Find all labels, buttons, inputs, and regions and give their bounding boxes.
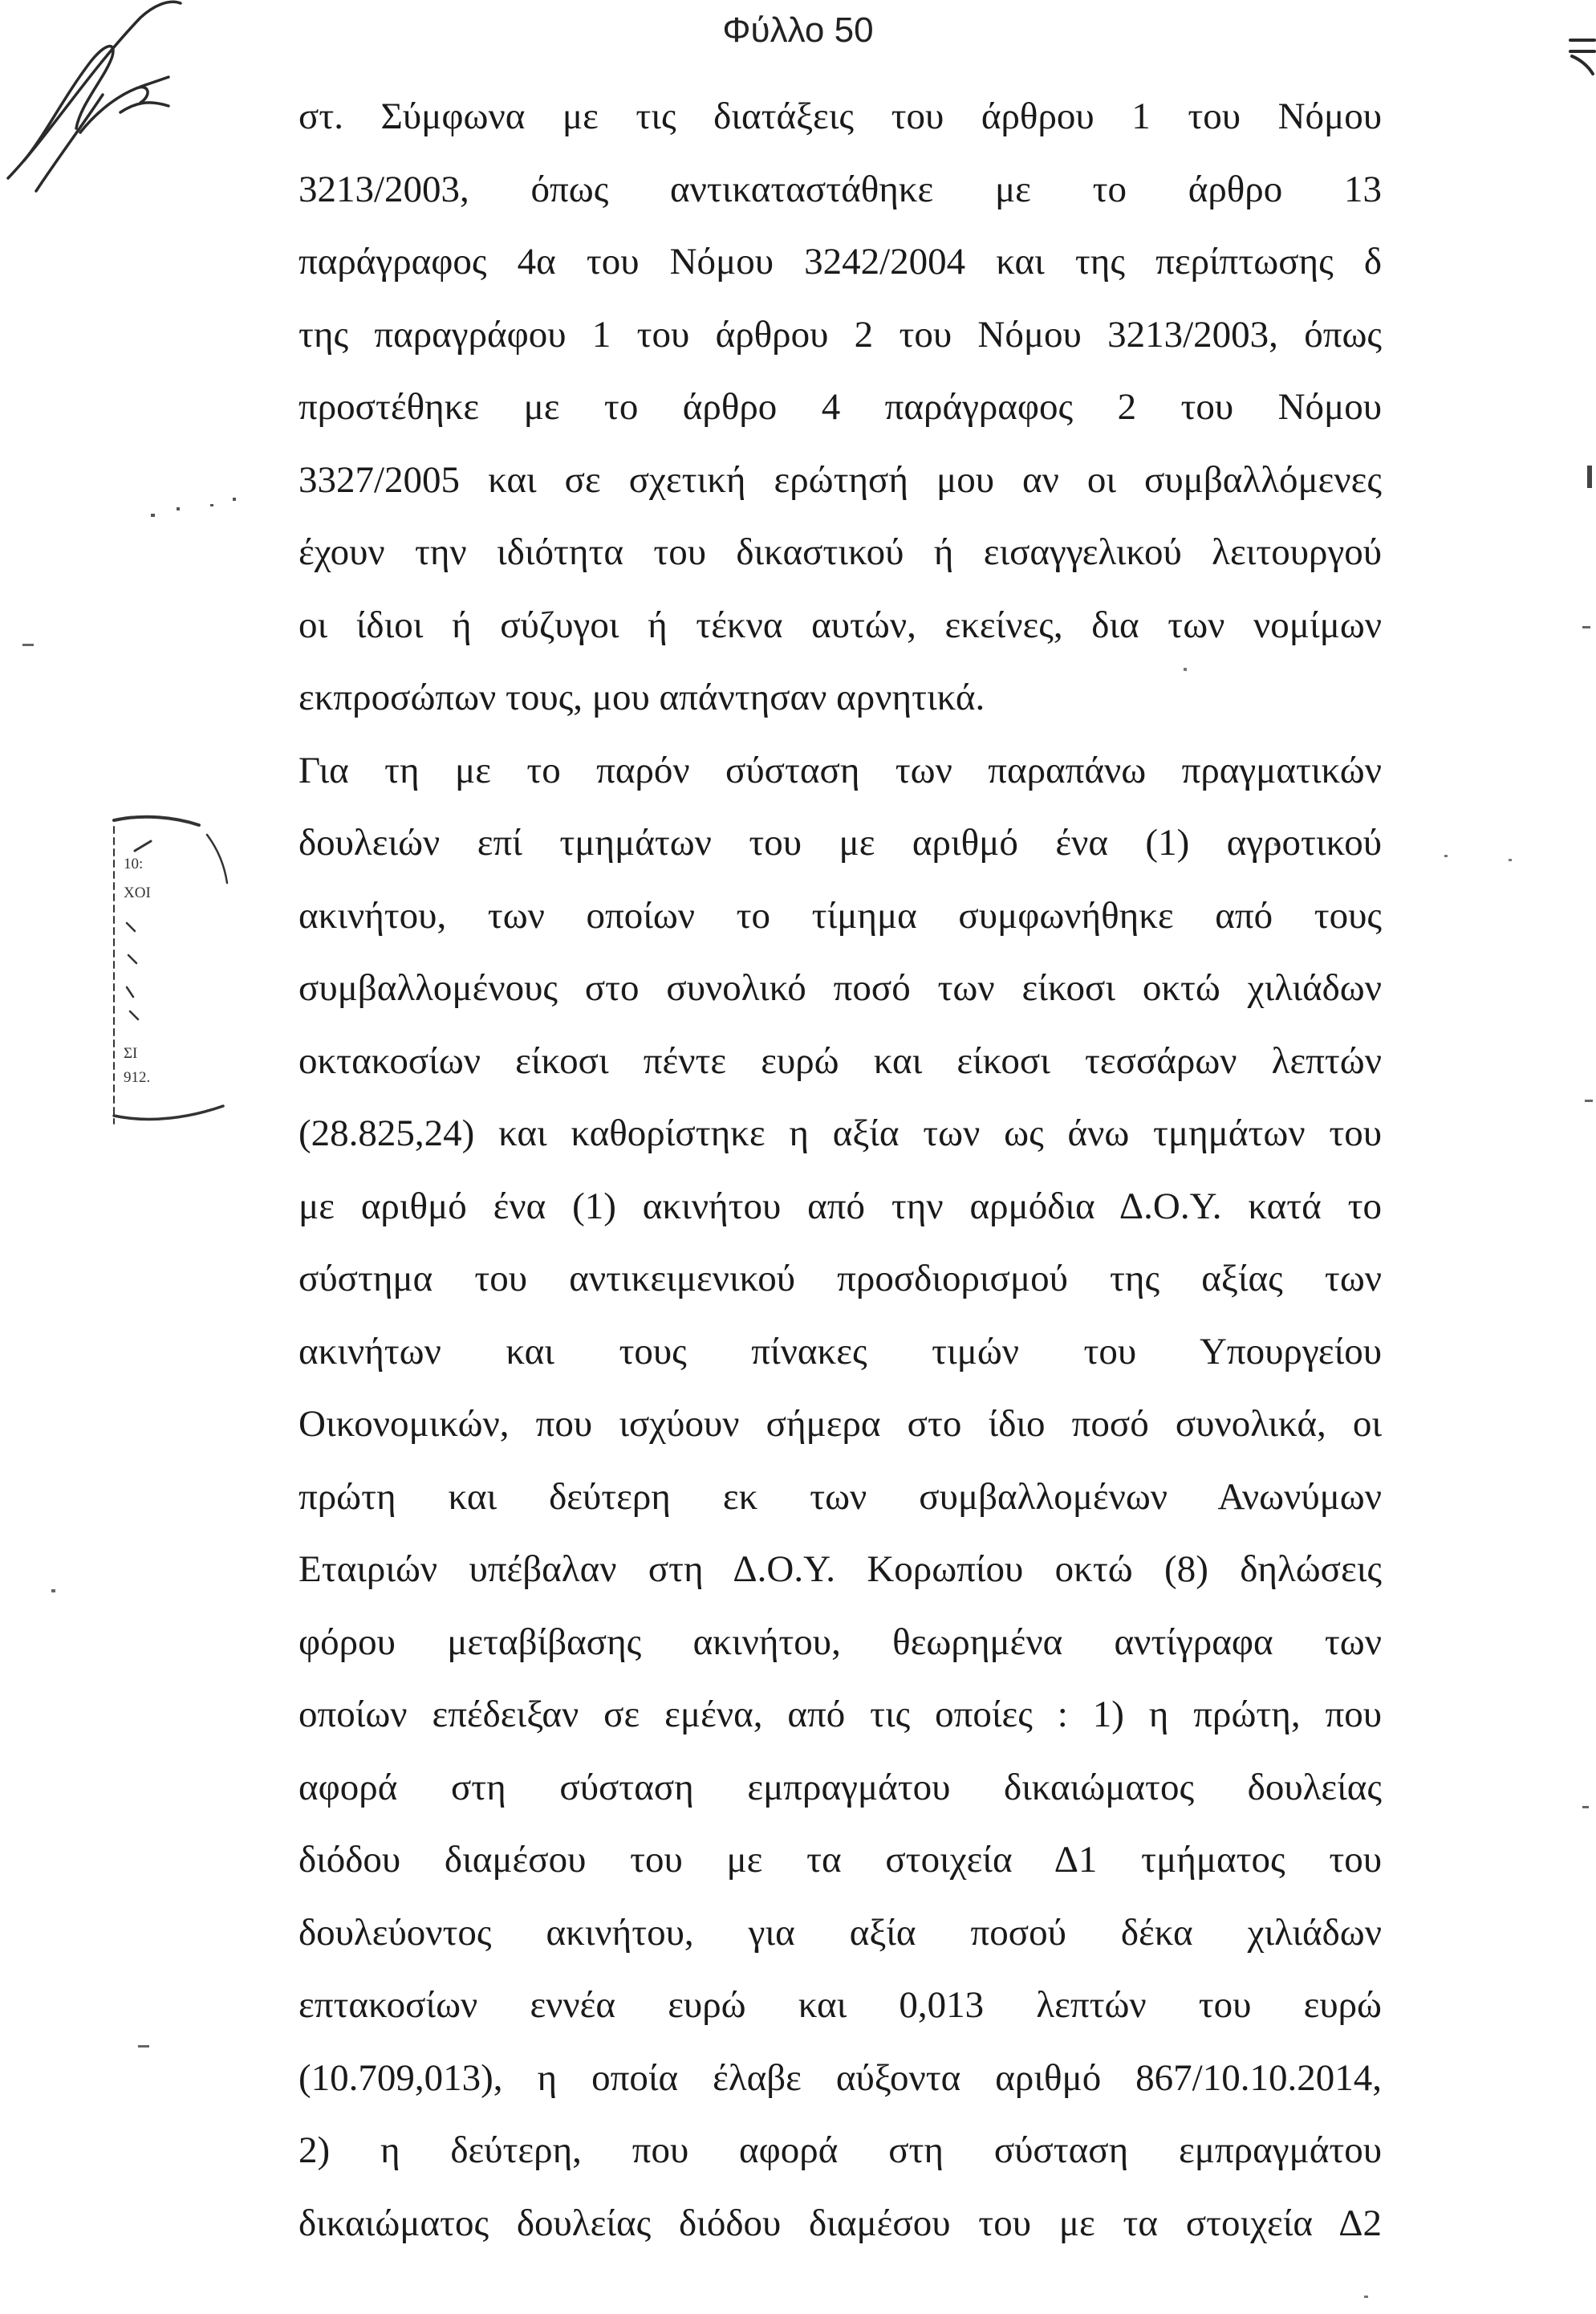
paragraph-tax-declarations xyxy=(298,734,1382,2260)
paragraph-declaration xyxy=(298,80,1382,734)
text-line: (28.825,24) και καθορίστηκε η αξία των ως άνω τμημάτων του xyxy=(298,1112,1382,1154)
text-line: πρώτη και δεύτερη εκ των συμβαλλομένων Ανωνύμων xyxy=(298,1475,1382,1518)
text-line: προστέθηκε με το άρθρο 4 παράγραφος 2 του Νόμου xyxy=(298,386,1382,428)
text-line: δικαιώματος δουλείας διόδου διαμέσου του με τα στοιχεία Δ2 xyxy=(298,2202,1382,2244)
scan-speck xyxy=(233,498,236,501)
stamp-fragment: 912. xyxy=(124,1069,151,1086)
scan-speck xyxy=(1582,626,1590,628)
scan-speck xyxy=(1364,2296,1368,2298)
text-line: 3213/2003, όπως αντικαταστάθηκε με το άρθρο 13 xyxy=(298,168,1382,210)
text-line: Οικονομικών, που ισχύουν σήμερα στο ίδιο ποσό συνολικά, οι xyxy=(298,1403,1382,1445)
edge-mark xyxy=(1569,32,1596,80)
document-body xyxy=(298,80,1382,2259)
text-line: οι ίδιοι ή σύζυγοι ή τέκνα αυτών, εκείνες, δια των νομίμων xyxy=(298,604,1382,646)
margin-stamp xyxy=(103,803,239,1156)
scan-speck xyxy=(1444,855,1448,857)
text-line: στ. Σύμφωνα με τις διατάξεις του άρθρου 1 του Νόμου xyxy=(298,96,1382,137)
scan-speck xyxy=(210,504,213,506)
stamp-fragment: 10: xyxy=(124,856,144,872)
scan-speck xyxy=(177,507,180,510)
scan-speck xyxy=(1587,466,1592,488)
text-line: οκτακοσίων είκοσι πέντε ευρώ και είκοσι τεσσάρων λεπτών xyxy=(298,1039,1382,1082)
text-line: 3327/2005 και σε σχετική ερώτησή μου αν οι συμβαλλόμενες xyxy=(298,458,1382,501)
text-line: εκπροσώπων τους, μου απάντησαν αρνητικά. xyxy=(298,677,985,718)
text-line: 2) η δεύτερη, που αφορά στη σύσταση εμπραγμάτου xyxy=(298,2129,1382,2171)
text-line: Για τη με το παρόν σύσταση των παραπάνω πραγματικών xyxy=(298,749,1382,791)
text-line: ακινήτων και τους πίνακες τιμών του Υπουργείου xyxy=(298,1330,1382,1373)
text-line: δουλειών επί τμημάτων του με αριθμό ένα (1) αγροτικού xyxy=(298,822,1382,864)
text-line: διόδου διαμέσου του με τα στοιχεία Δ1 τμήματος του xyxy=(298,1839,1382,1881)
scan-speck xyxy=(151,514,155,517)
scan-speck xyxy=(1509,859,1512,861)
scan-speck xyxy=(1585,1100,1593,1102)
page-header: Φύλλο 50 xyxy=(722,10,874,50)
scan-speck xyxy=(22,644,34,646)
text-line: δουλεύοντος ακινήτου, για αξία ποσού δέκα χιλιάδων xyxy=(298,1911,1382,1954)
stamp-fragment: ΣΙ xyxy=(124,1045,138,1062)
scan-speck xyxy=(138,2045,149,2048)
text-line: αφορά στη σύσταση εμπραγμάτου δικαιώματος δουλείας xyxy=(298,1766,1382,1808)
text-line: με αριθμό ένα (1) ακινήτου από την αρμόδια Δ.Ο.Υ. κατά το xyxy=(298,1185,1382,1227)
text-line: ακινήτου, των οποίων το τίμημα συμφωνήθηκε από τους xyxy=(298,894,1382,937)
scan-speck xyxy=(1582,1806,1589,1808)
text-line: συμβαλλομένους στο συνολικό ποσό των είκοσι οκτώ χιλιάδων xyxy=(298,967,1382,1009)
text-line: επτακοσίων εννέα ευρώ και 0,013 λεπτών του ευρώ xyxy=(298,1984,1382,2026)
scan-speck xyxy=(51,1589,55,1592)
text-line: έχουν την ιδιότητα του δικαστικού ή εισαγγελικού λειτουργού xyxy=(298,531,1382,573)
text-line: Εταιριών υπέβαλαν στη Δ.Ο.Υ. Κορωπίου οκτώ (8) δηλώσεις xyxy=(298,1548,1382,1590)
text-line: οποίων επέδειξαν σε εμένα, από τις οποίες : 1) η πρώτη, που xyxy=(298,1694,1382,1735)
text-line: σύστημα του αντικειμενικού προσδιορισμού της αξίας των xyxy=(298,1258,1382,1299)
stamp-fragment: ΧΟΙ xyxy=(124,885,151,901)
text-line: (10.709,013), η οποία έλαβε αύξοντα αριθμό 867/10.10.2014, xyxy=(298,2056,1382,2099)
text-line: της παραγράφου 1 του άρθρου 2 του Νόμου 3213/2003, όπως xyxy=(298,313,1382,356)
text-line: φόρου μεταβίβασης ακινήτου, θεωρημένα αντίγραφα των xyxy=(298,1621,1382,1663)
text-line: παράγραφος 4α του Νόμου 3242/2004 και της περίπτωσης δ xyxy=(298,241,1382,283)
